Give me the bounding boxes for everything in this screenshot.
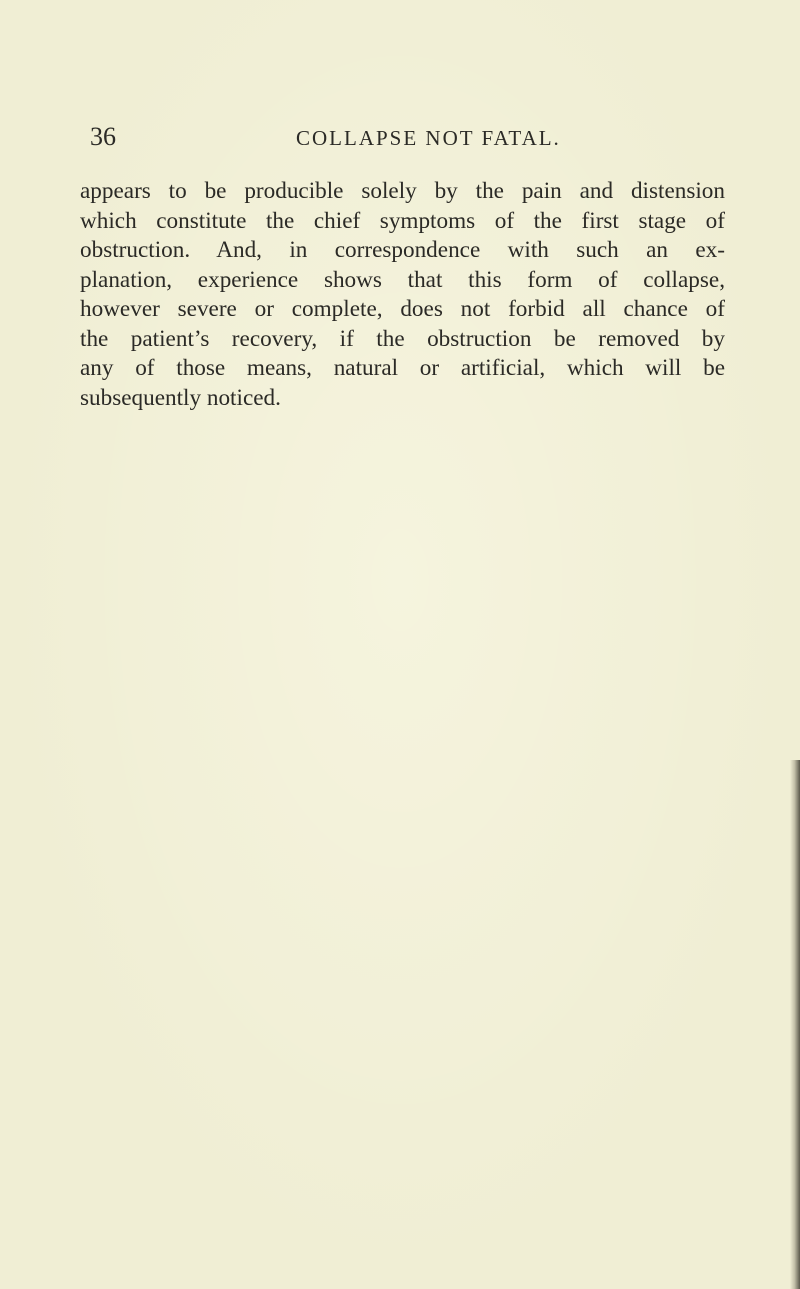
- body-paragraph: [80, 177, 725, 413]
- running-head: [0, 122, 800, 162]
- text-line: obstruction. And, in correspondence with such an ex-: [80, 237, 725, 263]
- text-line: which constitute the chief symptoms of the first stage of: [80, 207, 725, 234]
- text-line: planation, experience shows that this form of collapse,: [80, 266, 725, 293]
- page-edge-shadow: [790, 760, 800, 1289]
- text-line: subsequently noticed.: [80, 384, 281, 411]
- text-line: any of those means, natural or artificial, which will be: [80, 355, 725, 381]
- header-title: COLLAPSE NOT FATAL.: [296, 126, 561, 150]
- text-line: the patient’s recovery, if the obstruction be removed by: [80, 325, 725, 352]
- text-line: however severe or complete, does not forbid all chance of: [80, 296, 725, 322]
- page-number: 36: [90, 122, 116, 151]
- text-line: appears to be producible solely by the pain and distension: [80, 178, 725, 204]
